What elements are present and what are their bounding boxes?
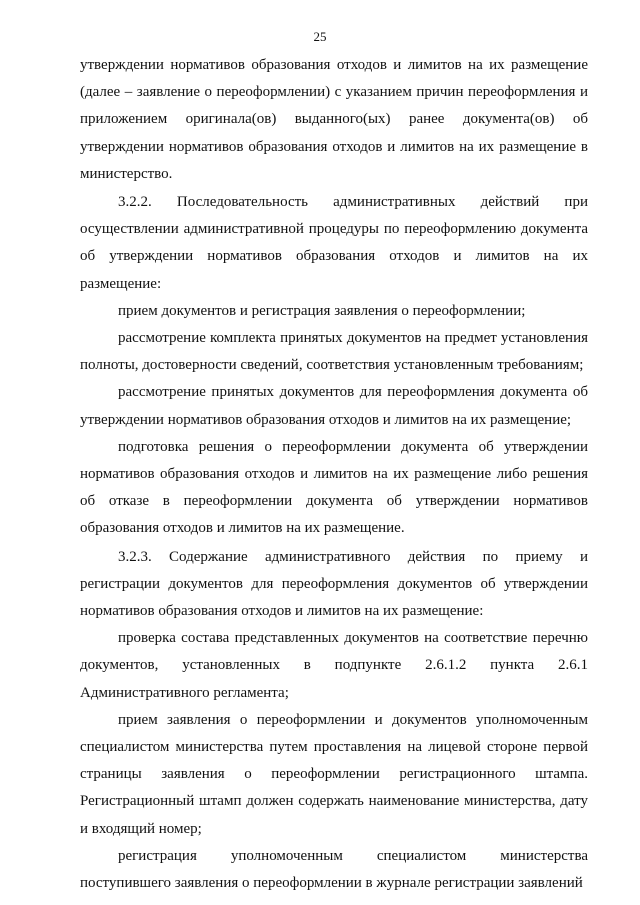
paragraph-list-item: проверка состава представленных документов на соответствие перечню документов, установленных в подпункте 2.6.1.2 пункта 2.6.1 Административного регламента; <box>80 630 588 701</box>
paragraph-3-2-3: 3.2.3. Содержание административного действия по приему и регистрации документов для переоформления документов об утверждении нормативов образования отходов и лимитов на их размещение: <box>80 548 588 620</box>
document-body <box>80 52 588 897</box>
paragraph-3-2-2: 3.2.2. Последовательность административных действий при осуществлении административной процедуры по переоформлению документа об утверждении нормативов образования отходов и лимитов на их размещение: <box>80 194 588 292</box>
paragraph-list-item: рассмотрение принятых документов для переоформления документа об утверждении нормативов образования отходов и лимитов на их размещение; <box>80 384 588 428</box>
paragraph-list-item: прием документов и регистрация заявления о переоформлении; <box>118 302 526 319</box>
paragraph-list-item: подготовка решения о переоформлении документа об утверждении нормативов образования отходов и лимитов на их размещение либо решения об отказе в переоформлении документа об утверждении нормативов образования отходов и лимитов на их размещение. <box>80 438 588 537</box>
paragraph-continuation: утверждении нормативов образования отходов и лимитов на их размещение (далее – заявление о переоформлении) с указанием причин переоформления и приложением оригинала(ов) выданного(ых) ранее документа(ов) об утверждении нормативов образования отходов и лимитов на их размещение в министерство. <box>80 57 588 182</box>
page-number: 25 <box>313 29 327 44</box>
paragraph-list-item: прием заявления о переоформлении и документов уполномоченным специалистом министерства путем проставления на лицевой стороне первой страницы заявления о переоформлении регистрационного штампа. Регистрационный штамп должен содержать наименование министерства, дату и входящий номер; <box>80 711 588 837</box>
paragraph-list-item: регистрация уполномоченным специалистом министерства поступившего заявления о переоформлении в журнале регистрации заявлений <box>80 847 588 892</box>
paragraph-list-item: рассмотрение комплекта принятых документов на предмет установления полноты, достоверности сведений, соответствия установленным требованиям; <box>80 330 588 374</box>
